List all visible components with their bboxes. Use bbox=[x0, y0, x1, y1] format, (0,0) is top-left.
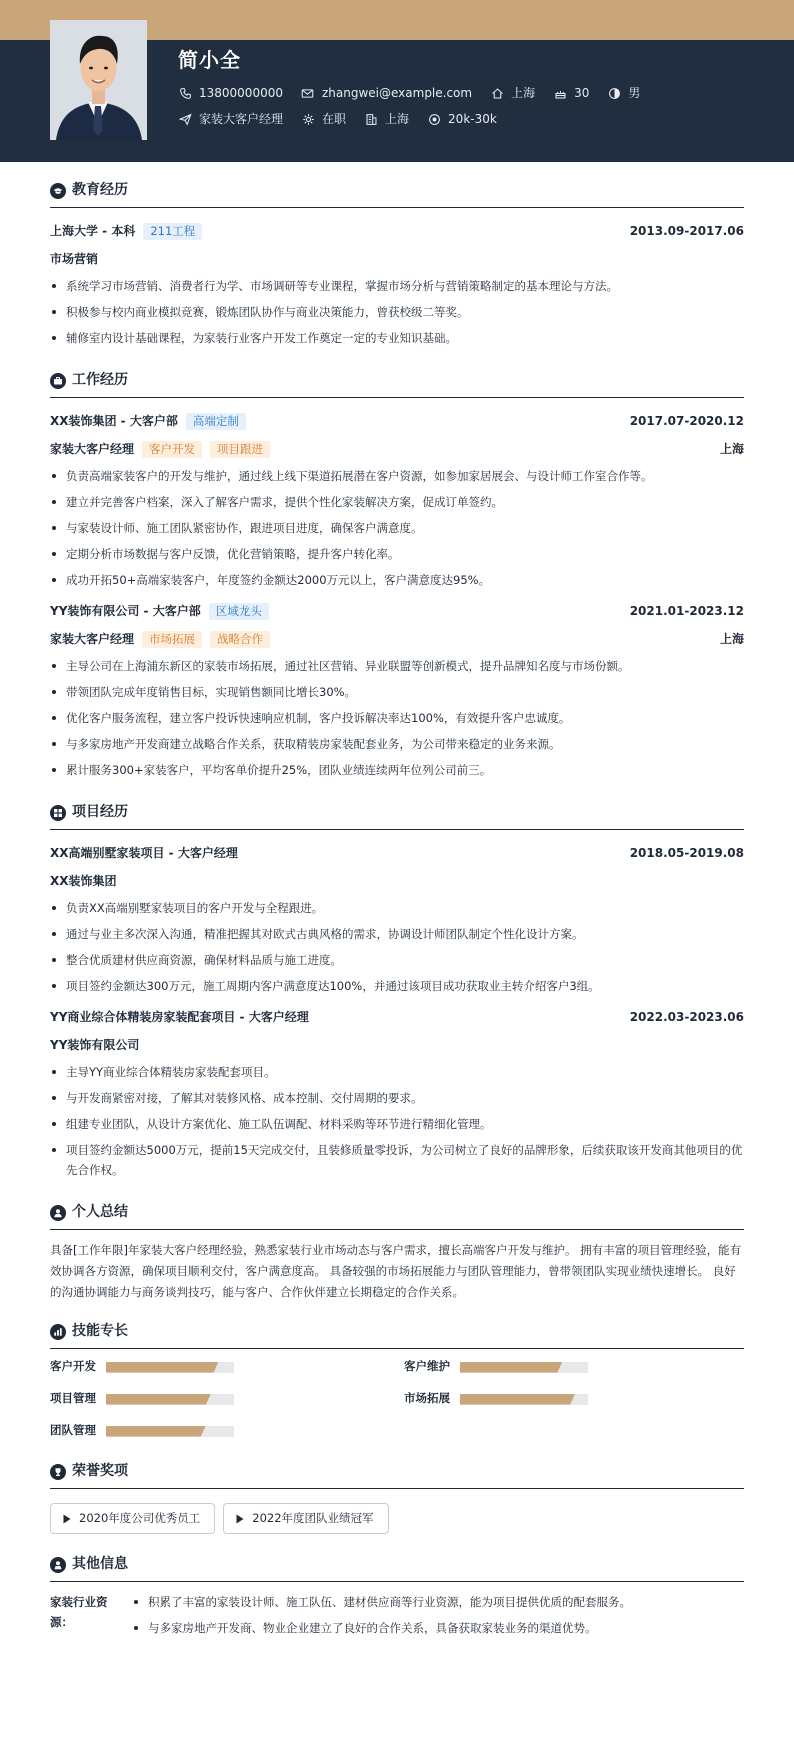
awards-list bbox=[50, 1503, 744, 1534]
phone-text: 13800000000 bbox=[199, 86, 283, 100]
list-item: 组建专业团队，从设计方案优化、施工队伍调配、材料采购等环节进行精细化管理。 bbox=[50, 1114, 744, 1134]
company-name: YY装饰有限公司 - 大客户部 bbox=[50, 604, 201, 618]
target-city-item bbox=[364, 110, 409, 128]
entry-period: 2013.09-2017.06 bbox=[629, 224, 744, 238]
job-intent-row bbox=[178, 110, 515, 128]
list-item: 与开发商紧密对接，了解其对装修风格、成本控制、交付周期的要求。 bbox=[50, 1088, 744, 1108]
contact-row bbox=[178, 84, 658, 102]
work-city: 上海 bbox=[719, 442, 744, 456]
status-text: 在职 bbox=[322, 112, 347, 126]
bullet-list bbox=[50, 466, 744, 590]
user-icon bbox=[50, 1205, 66, 1221]
briefcase-icon bbox=[50, 373, 66, 389]
phone-item bbox=[178, 84, 283, 102]
list-item: 与多家房地产开发商建立战略合作关系，获取精装房家装配套业务，为公司带来稳定的业务来源。 bbox=[50, 734, 744, 754]
summary-section bbox=[50, 1202, 744, 1303]
list-item: 累计服务300+家装客户，平均客单价提升25%，团队业绩连续两年位列公司前三。 bbox=[50, 760, 744, 780]
award-item: 2022年度团队业绩冠军 bbox=[223, 1503, 388, 1534]
position-tag: 战略合作 bbox=[210, 631, 270, 648]
trophy-icon bbox=[50, 1464, 66, 1480]
profile-header bbox=[0, 40, 794, 162]
list-item: 带领团队完成年度销售目标，实现销售额同比增长30%。 bbox=[50, 682, 744, 702]
company-tag: 区域龙头 bbox=[209, 603, 269, 620]
other-section bbox=[50, 1554, 744, 1644]
project-org: YY装饰有限公司 bbox=[50, 1038, 140, 1052]
projects-section bbox=[50, 802, 744, 1180]
summary-text: 具备[工作年限]年家装大客户经理经验，熟悉家装行业市场动态与客户需求，擅长高端客户开发与维护。 拥有丰富的项目管理经验，能有效协调各方资源，确保项目顺利交付，客户满意度高。 具备较强的市场拓展能力与团队管理能力，曾带领团队实现业绩快速增长。 良好的沟通协调能力与商务谈判技巧，能与客户、合作伙伴建立长期稳定的合作关系。 bbox=[50, 1243, 742, 1299]
section-title: 荣誉奖项 bbox=[50, 1461, 744, 1489]
major-name: 市场营销 bbox=[50, 252, 99, 266]
school-tag: 211工程 bbox=[143, 223, 202, 240]
section-title: 技能专长 bbox=[50, 1321, 744, 1349]
skill-bar bbox=[460, 1362, 588, 1373]
location-text: 上海 bbox=[511, 86, 536, 100]
send-icon bbox=[178, 112, 192, 126]
awards-section bbox=[50, 1461, 744, 1534]
position-tag: 市场拓展 bbox=[142, 631, 202, 648]
work-entry bbox=[50, 600, 744, 780]
gender-icon bbox=[607, 86, 621, 100]
list-item: 优化客户服务流程，建立客户投诉快速响应机制，客户投诉解决率达100%，有效提升客户忠诚度。 bbox=[50, 708, 744, 728]
section-title: 项目经历 bbox=[50, 802, 744, 830]
skill-item bbox=[404, 1357, 704, 1377]
skill-name: 市场拓展 bbox=[404, 1391, 450, 1406]
list-item: 通过与业主多次深入沟通，精准把握其对欧式古典风格的需求，协调设计师团队制定个性化设计方案。 bbox=[50, 924, 744, 944]
gear-icon bbox=[301, 112, 315, 126]
project-name: XX高端别墅家装项目 - 大客户经理 bbox=[50, 846, 238, 860]
skill-item bbox=[404, 1389, 704, 1409]
gender-text: 男 bbox=[628, 86, 641, 100]
skill-bar bbox=[460, 1394, 588, 1405]
play-icon bbox=[236, 1514, 244, 1524]
list-item: 主导公司在上海浦东新区的家装市场拓展，通过社区营销、异业联盟等创新模式，提升品牌知名度与市场份额。 bbox=[50, 656, 744, 676]
list-item: 定期分析市场数据与客户反馈，优化营销策略，提升客户转化率。 bbox=[50, 544, 744, 564]
list-item: 主导YY商业综合体精装房家装配套项目。 bbox=[50, 1062, 744, 1082]
list-item: 与家装设计师、施工团队紧密协作，跟进项目进度，确保客户满意度。 bbox=[50, 518, 744, 538]
target-city-text: 上海 bbox=[385, 112, 410, 126]
salary-item bbox=[427, 110, 497, 128]
list-item: 建立并完善客户档案，深入了解客户需求，提供个性化家装解决方案，促成订单签约。 bbox=[50, 492, 744, 512]
candidate-name: 简小全 bbox=[178, 48, 241, 72]
skill-item bbox=[50, 1421, 404, 1441]
list-item: 积累了丰富的家装设计师、施工队伍、建材供应商等行业资源，能为项目提供优质的配套服务。 bbox=[132, 1592, 744, 1612]
bullet-list bbox=[50, 1062, 744, 1180]
section-title: 个人总结 bbox=[50, 1202, 744, 1230]
list-item: 项目签约金额达300万元，施工周期内客户满意度达100%，并通过该项目成功获取业主转介绍客户3组。 bbox=[50, 976, 744, 996]
list-item: 系统学习市场营销、消费者行为学、市场调研等专业课程，掌握市场分析与营销策略制定的基本理论与方法。 bbox=[50, 276, 744, 296]
salary-text: 20k-30k bbox=[448, 112, 497, 126]
entry-period: 2022.03-2023.06 bbox=[629, 1010, 744, 1024]
position-name: 家装大客户经理 bbox=[50, 632, 135, 646]
skill-bar-fill bbox=[460, 1362, 562, 1373]
entry-period: 2021.01-2023.12 bbox=[629, 604, 744, 618]
other-info bbox=[50, 1592, 744, 1644]
list-item: 项目签约金额达5000万元，提前15天完成交付，且装修质量零投诉，为公司树立了良好的品牌形象，后续获取该开发商其他项目的优先合作权。 bbox=[50, 1140, 744, 1180]
work-entry bbox=[50, 410, 744, 590]
education-section bbox=[50, 180, 744, 348]
section-title: 教育经历 bbox=[50, 180, 744, 208]
target-position-item bbox=[178, 110, 283, 128]
skills-grid bbox=[50, 1357, 744, 1441]
skill-name: 团队管理 bbox=[50, 1423, 96, 1438]
list-item: 负责XX高端别墅家装项目的客户开发与全程跟进。 bbox=[50, 898, 744, 918]
other-info-key: 家装行业资源： bbox=[50, 1595, 108, 1629]
person-badge-icon bbox=[50, 1557, 66, 1573]
project-entry bbox=[50, 842, 744, 996]
project-entry bbox=[50, 1006, 744, 1180]
project-org: XX装饰集团 bbox=[50, 874, 117, 888]
list-item: 辅修室内设计基础课程，为家装行业客户开发工作奠定一定的专业知识基础。 bbox=[50, 328, 744, 348]
skill-name: 客户维护 bbox=[404, 1359, 450, 1374]
school-name: 上海大学 - 本科 bbox=[50, 224, 136, 238]
graduation-cap-icon bbox=[50, 183, 66, 199]
work-section bbox=[50, 370, 744, 780]
skill-bar-fill bbox=[106, 1394, 211, 1405]
company-name: XX装饰集团 - 大客户部 bbox=[50, 414, 178, 428]
position-name: 家装大客户经理 bbox=[50, 442, 135, 456]
bullet-list bbox=[50, 656, 744, 780]
section-title: 工作经历 bbox=[50, 370, 744, 398]
email-text: zhangwei@example.com bbox=[321, 86, 473, 100]
bullet-list bbox=[130, 1592, 744, 1644]
play-icon bbox=[63, 1514, 71, 1524]
gender-item bbox=[607, 84, 640, 102]
coin-icon bbox=[427, 112, 441, 126]
position-tag: 客户开发 bbox=[142, 441, 202, 458]
skill-name: 客户开发 bbox=[50, 1359, 96, 1374]
skill-bar-fill bbox=[106, 1362, 219, 1373]
skill-bar bbox=[106, 1426, 234, 1437]
skill-bar-fill bbox=[460, 1394, 575, 1405]
email-item bbox=[301, 84, 472, 102]
bar-chart-icon bbox=[50, 1324, 66, 1340]
entry-period: 2017.07-2020.12 bbox=[629, 414, 744, 428]
location-item bbox=[490, 84, 535, 102]
status-item bbox=[301, 110, 346, 128]
award-item: 2020年度公司优秀员工 bbox=[50, 1503, 215, 1534]
list-item: 负责高端家装客户的开发与维护，通过线上线下渠道拓展潜在客户资源，如参加家居展会、与设计师工作室合作等。 bbox=[50, 466, 744, 486]
work-city: 上海 bbox=[719, 632, 744, 646]
avatar bbox=[50, 20, 147, 140]
age-text: 30 bbox=[574, 86, 590, 100]
target-position-text: 家装大客户经理 bbox=[199, 112, 284, 126]
skill-bar-fill bbox=[106, 1426, 206, 1437]
skill-bar bbox=[106, 1362, 234, 1373]
email-icon bbox=[301, 86, 315, 100]
project-name: YY商业综合体精装房家装配套项目 - 大客户经理 bbox=[50, 1010, 309, 1024]
grid-icon bbox=[50, 805, 66, 821]
entry-period: 2018.05-2019.08 bbox=[629, 846, 744, 860]
skills-section bbox=[50, 1321, 744, 1441]
home-icon bbox=[490, 86, 504, 100]
position-tag: 项目跟进 bbox=[210, 441, 270, 458]
age-item bbox=[553, 84, 589, 102]
phone-icon bbox=[178, 86, 192, 100]
bullet-list bbox=[50, 898, 744, 996]
cake-icon bbox=[553, 86, 567, 100]
avatar-portrait-image bbox=[50, 20, 147, 140]
skill-item bbox=[50, 1389, 404, 1409]
bullet-list bbox=[50, 276, 744, 348]
skill-item bbox=[50, 1357, 404, 1377]
skill-bar bbox=[106, 1394, 234, 1405]
building-icon bbox=[364, 112, 378, 126]
section-title: 其他信息 bbox=[50, 1554, 744, 1582]
list-item: 与多家房地产开发商、物业企业建立了良好的合作关系，具备获取家装业务的渠道优势。 bbox=[132, 1618, 744, 1638]
list-item: 积极参与校内商业模拟竞赛，锻炼团队协作与商业决策能力，曾获校级二等奖。 bbox=[50, 302, 744, 322]
company-tag: 高端定制 bbox=[186, 413, 246, 430]
list-item: 成功开拓50+高端家装客户，年度签约金额达2000万元以上，客户满意度达95%。 bbox=[50, 570, 744, 590]
skill-name: 项目管理 bbox=[50, 1391, 96, 1406]
education-entry bbox=[50, 220, 744, 348]
list-item: 整合优质建材供应商资源，确保材料品质与施工进度。 bbox=[50, 950, 744, 970]
